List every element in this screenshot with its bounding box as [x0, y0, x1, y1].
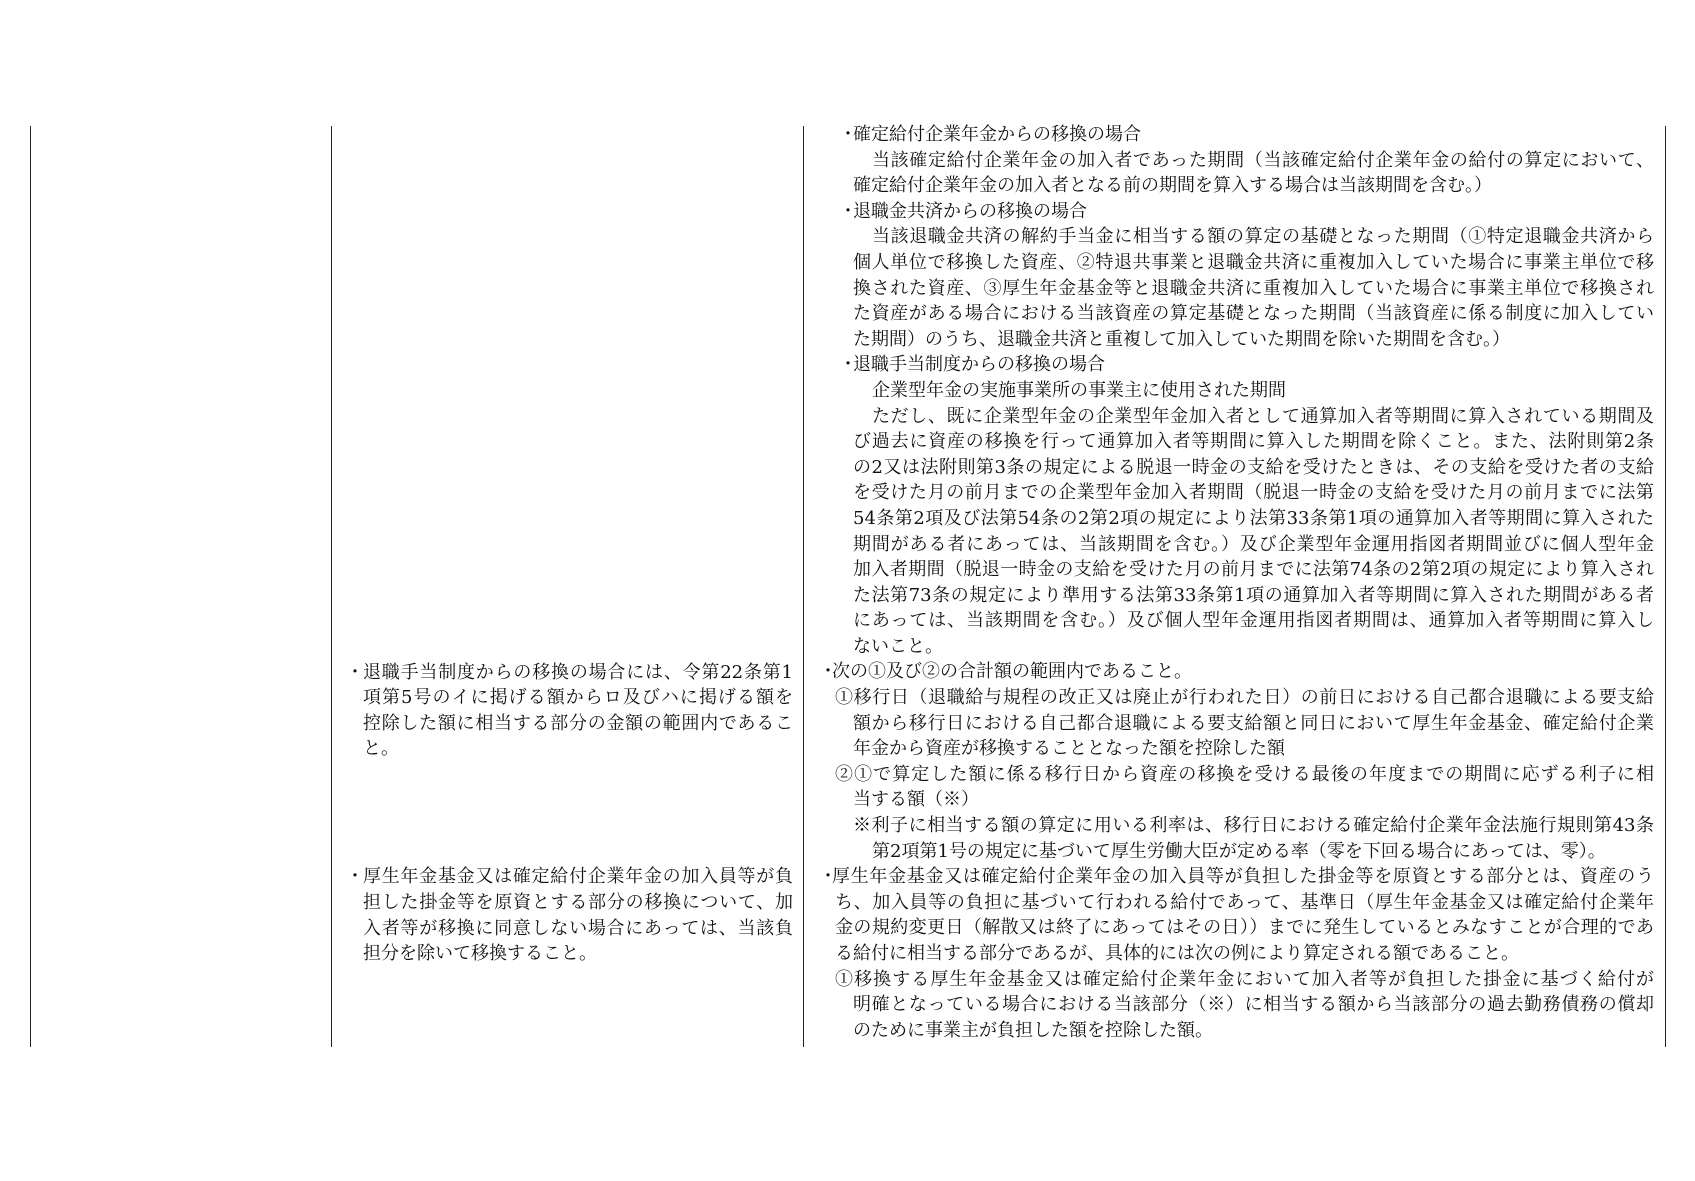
line-text: 換された資産、③厚生年金基金等と退職金共済に重複加入していた場合に事業主単位で移換され — [853, 277, 1654, 299]
text-line — [0, 122, 1695, 148]
text-line — [0, 404, 1695, 430]
text-line — [0, 557, 1695, 583]
text-line — [0, 173, 1695, 199]
text-line — [0, 276, 1695, 302]
line-text: 54条第2項及び法第54条の2第2項の規定により法第33条第1項の通算加入者等期間に算入された — [853, 507, 1654, 529]
line-text: の2又は法附則第3条の規定による脱退一時金の支給を受けたときは、その支給を受けた者の支給 — [853, 456, 1654, 478]
line-text: を受けた月の前月までの企業型年金加入者期間（脱退一時金の支給を受けた月の前月までに法第 — [853, 482, 1654, 504]
line-text: た期間）のうち、退職金共済と重複して加入していた期間を除いた期間を含む。） — [853, 328, 1510, 350]
text-line — [0, 455, 1695, 481]
line-text: 当する額（※） — [853, 789, 979, 811]
text-line — [0, 967, 1695, 993]
line-text: 担分を除いて移換すること。 — [363, 943, 597, 965]
line-text: ただし、既に企業型年金の企業型年金加入者として通算加入者等期間に算入されている期間及 — [872, 405, 1654, 427]
bullet-icon: ・ — [839, 200, 857, 222]
text-line — [0, 429, 1695, 455]
line-text: 入者等が移換に同意しない場合にあっては、当該負 — [363, 917, 793, 939]
text-line — [0, 813, 1695, 839]
line-text: ①移行日（退職給与規程の改正又は廃止が行われた日）の前日における自己都合退職による要支給 — [835, 687, 1654, 709]
text-line — [0, 659, 1695, 685]
line-text: 期間がある者にあっては、当該期間を含む。）及び企業型年金運用指図者期間並びに個人型年金 — [853, 533, 1654, 555]
line-text: 項第5号のイに掲げる額からロ及びハに掲げる額を — [363, 687, 793, 709]
line-text: にあっては、当該期間を含む。）及び個人型年金運用指図者期間は、通算加入者等期間に算入し — [853, 610, 1654, 632]
text-line — [0, 915, 1695, 941]
text-line — [0, 480, 1695, 506]
line-text: 加入者期間（脱退一時金の支給を受けた月の前月までに法第74条の2第2項の規定により算入され — [853, 559, 1654, 581]
line-text: ②①で算定した額に係る移行日から資産の移換を受ける最後の年度までの期間に応ずる利子に相 — [835, 763, 1654, 785]
text-line — [0, 762, 1695, 788]
text-line — [0, 736, 1695, 762]
column3-text — [0, 122, 1695, 1043]
line-text: 厚生年金基金又は確定給付企業年金の加入員等が負 — [363, 866, 793, 888]
line-text: 当該確定給付企業年金の加入者であった期間（当該確定給付企業年金の給付の算定において、 — [872, 149, 1654, 171]
text-line — [0, 787, 1695, 813]
text-line — [0, 941, 1695, 967]
bullet-icon: ・ — [839, 354, 857, 376]
line-text: た法第73条の規定により準用する法第33条第1項の通算加入者等期間に算入された期間がある者 — [853, 584, 1654, 606]
line-text: た資産がある場合における当該資産の算定基礎となった期間（当該資産に係る制度に加入してい — [853, 303, 1654, 325]
line-text: 個人単位で移換した資産、②特退共事業と退職金共済に重複加入していた場合に事業主単位で移 — [853, 251, 1654, 273]
text-line — [0, 608, 1695, 634]
bullet-icon: ・ — [819, 661, 837, 683]
text-line — [0, 711, 1695, 737]
text-line — [0, 224, 1695, 250]
text-line — [0, 199, 1695, 225]
line-text: ①移換する厚生年金基金又は確定給付企業年金において加入者等が負担した掛金に基づく給付が — [835, 968, 1654, 990]
line-text: 明確となっている場合における当該部分（※）に相当する額から当該部分の過去勤務債務の償却 — [853, 994, 1654, 1016]
line-text: 年金から資産が移換することとなった額を控除した額 — [853, 738, 1285, 760]
line-text: 当該退職金共済の解約手当金に相当する額の算定の基礎となった期間（①特定退職金共済から — [872, 226, 1654, 248]
line-text: ないこと。 — [853, 635, 943, 657]
text-line — [0, 327, 1695, 353]
line-text: 次の①及び②の合計額の範囲内であること。 — [832, 661, 1192, 683]
line-text: 第2項第1号の規定に基づいて厚生労働大臣が定める率（零を下回る場合にあっては、零）。 — [872, 840, 1606, 862]
line-text: のために事業主が負担した額を控除した額。 — [853, 1019, 1213, 1041]
line-text: 控除した額に相当する部分の金額の範囲内であるこ — [363, 712, 793, 734]
text-line — [0, 864, 1695, 890]
line-text: ※利子に相当する額の算定に用いる利率は、移行日における確定給付企業年金法施行規則第43条 — [853, 815, 1654, 837]
bullet-icon: ・ — [346, 866, 364, 888]
text-line — [0, 583, 1695, 609]
text-line — [0, 148, 1695, 174]
text-line — [0, 250, 1695, 276]
line-text: 確定給付企業年金の加入者となる前の期間を算入する場合は当該期間を含む。） — [853, 175, 1492, 197]
line-text: 確定給付企業年金からの移換の場合 — [853, 124, 1141, 145]
line-text: び過去に資産の移換を行って通算加入者等期間に算入した期間を除くこと。また、法附則第2条 — [853, 431, 1654, 453]
text-line — [0, 890, 1695, 916]
line-text: る給付に相当する部分であるが、具体的には次の例により算定される額であること。 — [835, 943, 1519, 964]
line-text: 額から移行日における自己都合退職による要支給額と同日において厚生年金基金、確定給付企業 — [853, 712, 1654, 734]
text-line — [0, 378, 1695, 404]
text-line — [0, 685, 1695, 711]
line-text: 厚生年金基金又は確定給付企業年金の加入員等が負担した掛金等を原資とする部分とは、資産のう — [832, 866, 1654, 888]
line-text: 退職手当制度からの移換の場合 — [853, 354, 1105, 376]
bullet-icon: ・ — [819, 866, 837, 888]
text-line — [0, 532, 1695, 558]
bullet-icon: ・ — [839, 124, 857, 145]
text-line — [0, 839, 1695, 865]
line-text: と。 — [363, 738, 399, 760]
line-text: 退職金共済からの移換の場合 — [853, 200, 1087, 222]
bullet-icon: ・ — [346, 661, 364, 683]
text-line — [0, 506, 1695, 532]
text-line — [0, 992, 1695, 1018]
text-line — [0, 634, 1695, 660]
text-line — [0, 352, 1695, 378]
text-line — [0, 301, 1695, 327]
text-line — [0, 1018, 1695, 1044]
line-text: 担した掛金等を原資とする部分の移換について、加 — [363, 891, 793, 913]
line-text: ち、加入員等の負担に基づいて行われる給付であって、基準日（厚生年金基金又は確定給付企業年 — [835, 891, 1654, 913]
line-text: 企業型年金の実施事業所の事業主に使用された期間 — [872, 379, 1286, 401]
line-text: 退職手当制度からの移換の場合には、令第22条第1 — [363, 661, 793, 683]
line-text: 金の規約変更日（解散又は終了にあってはその日））までに発生しているとみなすことが合理的であ — [835, 917, 1654, 939]
